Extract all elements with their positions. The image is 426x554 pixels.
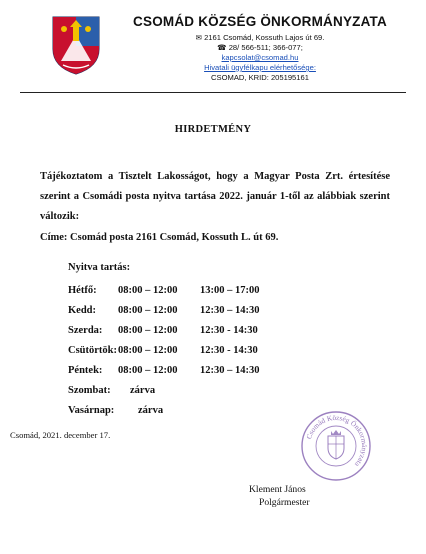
hours-day: Vasárnap:: [68, 405, 115, 416]
org-email-link[interactable]: kapcsolat@csomad.hu: [221, 53, 299, 62]
opening-hours-label: Nyitva tartás:: [68, 262, 131, 273]
org-krid: CSOMAD, KRID: 205195161: [211, 73, 309, 82]
hours-day: Kedd:: [68, 305, 97, 316]
hours-pm: 12:30 - 14:30: [200, 325, 258, 336]
signing-date: Csomád, 2021. december 17.: [10, 430, 111, 440]
hours-am: 08:00 – 12:00: [118, 345, 178, 356]
hours-day: Szombat:: [68, 385, 111, 396]
hours-am: 08:00 – 12:00: [118, 325, 178, 336]
notice-intro: Tájékoztatom a Tisztelt Lakosságot, hogy a Magyar Posta Zrt. értesítése szerint a Csomádi posta nyitva tartása 2022. január 1-től az alábbiak szerint változik:: [40, 171, 390, 222]
signer-name: Klement János: [249, 484, 306, 495]
hours-pm: 12:30 - 14:30: [200, 345, 258, 356]
header-divider: [20, 92, 406, 93]
hours-day: Csütörtök:: [68, 345, 117, 356]
hours-am: zárva: [130, 385, 156, 396]
org-portal: [120, 63, 400, 73]
org-address: ✉ 2161 Csomád, Kossuth Lajos út 69.: [195, 33, 325, 42]
org-email-row: [120, 53, 400, 63]
hours-am: 08:00 – 12:00: [118, 285, 178, 296]
svg-text:Csomád Község Önkormányzata: [305, 414, 368, 469]
org-name: CSOMÁD KÖZSÉG ÖNKORMÁNYZATA: [133, 14, 387, 29]
signer-role: Polgármester: [259, 497, 310, 508]
notice-title: HIRDETMÉNY: [174, 124, 252, 135]
hours-pm: 13:00 – 17:00: [200, 285, 260, 296]
hours-am: 08:00 – 12:00: [118, 305, 178, 316]
hours-pm: 12:30 – 14:30: [200, 305, 260, 316]
hours-day: Szerda:: [68, 325, 103, 336]
official-stamp-icon: [300, 410, 372, 482]
stamp-text: Csomád Község Önkormányzata: [305, 413, 369, 469]
org-phone: ☎ 28/ 566-511; 366-077;: [217, 43, 303, 52]
hours-day: Péntek:: [68, 365, 103, 376]
hours-pm: 12:30 – 14:30: [200, 365, 260, 376]
hours-am: zárva: [138, 405, 164, 416]
portal-label: Hivatali ügyfélkapu elérhetősége:: [204, 63, 316, 72]
post-office-address: Címe: Csomád posta 2161 Csomád, Kossuth L. út 69.: [40, 232, 279, 243]
hours-am: 08:00 – 12:00: [118, 365, 178, 376]
hours-day: Hétfő:: [68, 285, 97, 296]
coat-of-arms-icon: [51, 13, 101, 76]
